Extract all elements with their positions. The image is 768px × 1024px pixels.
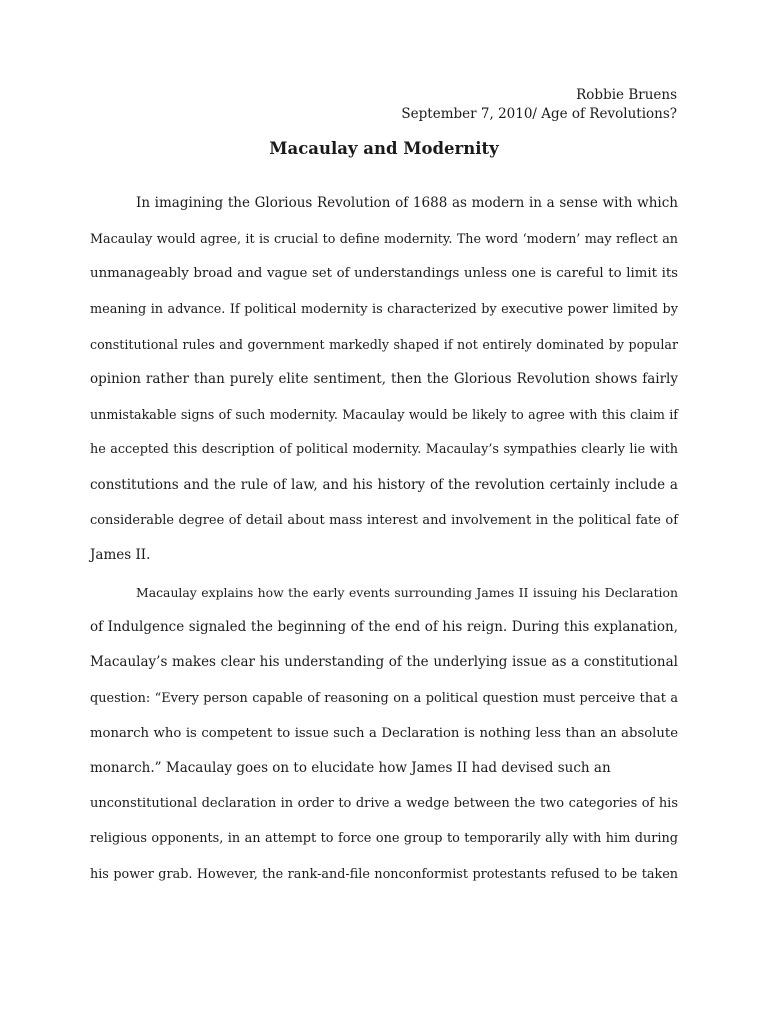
text-line: of Indulgence signaled the beginning of the end of his reign. During this explanation, (90, 619, 678, 636)
text-line: Macaulay’s makes clear his understanding of the underlying issue as a constitutional (90, 654, 678, 671)
date-course-line: September 7, 2010/ Age of Revolutions? (401, 106, 677, 122)
document-header (401, 86, 677, 124)
text-line: James II. (90, 546, 151, 563)
paragraph-2 (90, 575, 678, 892)
author-name: Robbie Bruens (576, 87, 677, 103)
text-line: In imagining the Glorious Revolution of 1688 as modern in a sense with which (136, 195, 678, 211)
text-line: monarch.” Macaulay goes on to elucidate how James II had devised such an (90, 759, 611, 776)
text-line: considerable degree of detail about mass interest and involvement in the political fate of (90, 512, 678, 528)
text-line: he accepted this description of political modernity. Macaulay’s sympathies clearly lie with (90, 442, 678, 458)
text-line: Macaulay explains how the early events surrounding James II issuing his Declaration (136, 585, 678, 600)
text-line: constitutions and the rule of law, and his history of the revolution certainly include a (90, 476, 678, 493)
text-line: his power grab. However, the rank-and-file nonconformist protestants refused to be taken (90, 866, 678, 882)
text-line: unmistakable signs of such modernity. Macaulay would be likely to agree with this claim if (90, 407, 678, 423)
paragraph-1 (90, 186, 678, 573)
document-title: Macaulay and Modernity (269, 139, 499, 158)
text-line: constitutional rules and government markedly shaped if not entirely dominated by popular (90, 336, 678, 352)
text-line: meaning in advance. If political modernity is characterized by executive power limited by (90, 301, 678, 317)
text-line: opinion rather than purely elite sentiment, then the Glorious Revolution shows fairly (90, 370, 678, 387)
text-line: question: “Every person capable of reasoning on a political question must perceive that a (90, 690, 678, 706)
text-line: unconstitutional declaration in order to drive a wedge between the two categories of his (90, 796, 678, 812)
text-line: unmanageably broad and vague set of understandings unless one is careful to limit its (90, 266, 678, 282)
text-line: Macaulay would agree, it is crucial to define modernity. The word ‘modern’ may reflect an (90, 231, 678, 247)
text-line: monarch who is competent to issue such a Declaration is nothing less than an absolute (90, 725, 678, 741)
text-line: religious opponents, in an attempt to force one group to temporarily ally with him during (90, 831, 678, 847)
